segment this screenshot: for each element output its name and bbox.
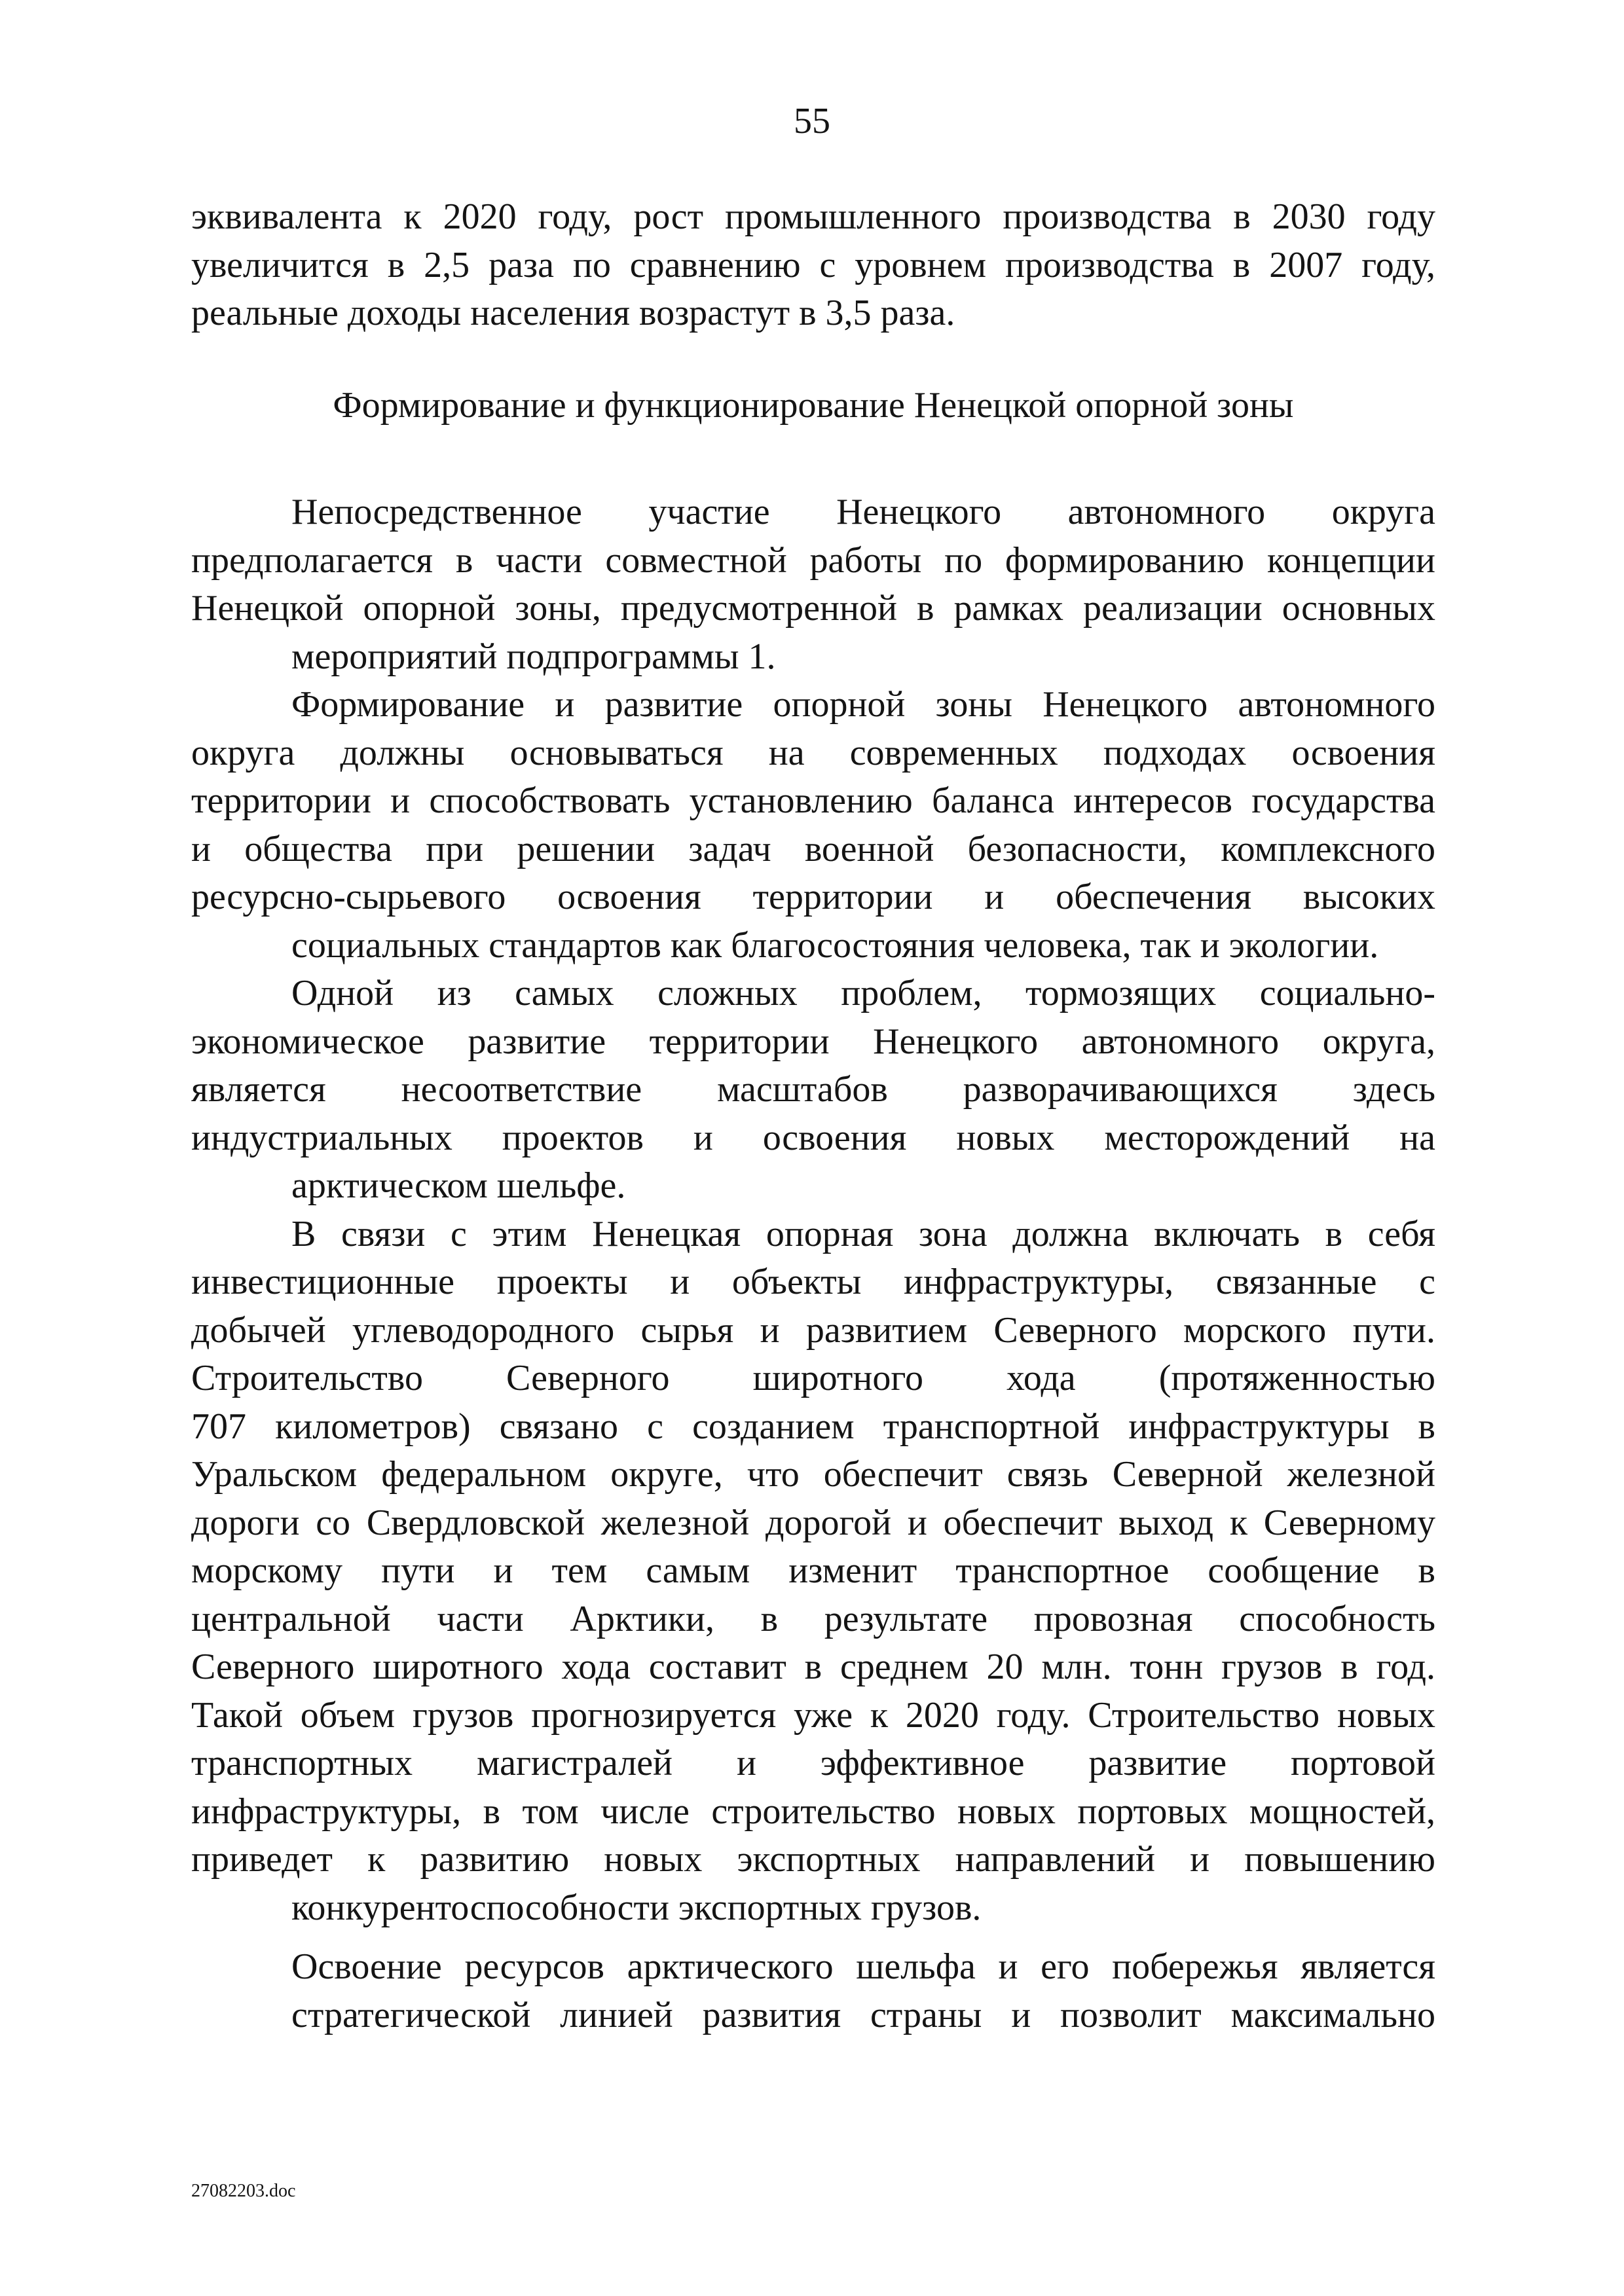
- paragraph-line: Одной из самых сложных проблем, тормозящих социально-: [291, 973, 1435, 1013]
- footer-document-code: 27082203.doc: [191, 2181, 296, 2201]
- paragraph-line: конкурентоспособности экспортных грузов.: [291, 1887, 982, 1928]
- paragraph-line: экономическое развитие территории Ненецкого автономного округа,: [191, 1021, 1435, 1062]
- paragraph-line: стратегической линией развития страны и позволит максимально: [291, 1994, 1435, 2035]
- paragraph-line: В связи с этим Ненецкая опорная зона должна включать в себя: [291, 1213, 1435, 1254]
- intro-paragraph: [191, 193, 1435, 338]
- paragraph-1: [191, 488, 1435, 681]
- page-number: 55: [794, 101, 830, 141]
- paragraph-line: эквивалента к 2020 году, рост промышленного производства в 2030 году: [191, 196, 1435, 237]
- paragraph-line: Освоение ресурсов арктического шельфа и его побережья является: [291, 1946, 1435, 1987]
- paragraph-line: арктическом шельфе.: [291, 1165, 626, 1206]
- paragraph-line: дороги со Свердловской железной дорогой и обеспечит выход к Северному: [191, 1502, 1435, 1543]
- paragraph-line: предполагается в части совместной работы по формированию концепции: [191, 539, 1435, 581]
- document-body: [191, 193, 1435, 2039]
- paragraph-line: округа должны основываться на современных подходах освоения: [191, 732, 1435, 773]
- paragraph-line: Строительство Северного широтного хода (протяженностью: [191, 1358, 1435, 1398]
- paragraph-line: 707 километров) связано с созданием транспортной инфраструктуры в: [191, 1406, 1435, 1447]
- paragraph-2: [191, 681, 1435, 970]
- paragraph-line: реальные доходы населения возрастут в 3,5 раза.: [191, 293, 955, 333]
- paragraph-line: центральной части Арктики, в результате провозная способность: [191, 1598, 1435, 1639]
- section-heading: Формирование и функционирование Ненецкой опорной зоны: [333, 384, 1294, 426]
- paragraph-line: добычей углеводородного сырья и развитием Северного морского пути.: [191, 1309, 1435, 1351]
- paragraph-line: Такой объем грузов прогнозируется уже к 2020 году. Строительство новых: [191, 1694, 1435, 1736]
- paragraph-line: и общества при решении задач военной безопасности, комплексного: [191, 828, 1435, 869]
- paragraph-line: Формирование и развитие опорной зоны Ненецкого автономного: [291, 684, 1435, 725]
- paragraph-5: [191, 1943, 1435, 2039]
- paragraph-3: [191, 970, 1435, 1211]
- paragraph-line: увеличится в 2,5 раза по сравнению с уровнем производства в 2007 году,: [191, 244, 1435, 285]
- paragraph-line: инфраструктуры, в том числе строительство новых портовых мощностей,: [191, 1791, 1435, 1832]
- paragraph-line: Ненецкой опорной зоны, предусмотренной в рамках реализации основных: [191, 588, 1435, 629]
- paragraph-line: является несоответствие масштабов разворачивающихся здесь: [191, 1069, 1435, 1110]
- paragraph-line: транспортных магистралей и эффективное развитие портовой: [191, 1743, 1435, 1783]
- paragraph-line: Непосредственное участие Ненецкого автономного округа: [291, 492, 1435, 532]
- paragraph-line: территории и способствовать установлению баланса интересов государства: [191, 780, 1435, 821]
- paragraph-line: социальных стандартов как благосостояния человека, так и экологии.: [291, 924, 1379, 966]
- paragraph-line: морскому пути и тем самым изменит транспортное сообщение в: [191, 1550, 1435, 1591]
- paragraph-4: [191, 1211, 1435, 1933]
- paragraph-line: Уральском федеральном округе, что обеспечит связь Северной железной: [191, 1454, 1435, 1495]
- paragraph-line: Северного широтного хода составит в среднем 20 млн. тонн грузов в год.: [191, 1647, 1435, 1687]
- paragraph-line: приведет к развитию новых экспортных направлений и повышению: [191, 1839, 1435, 1880]
- paragraph-line: мероприятий подпрограммы 1.: [291, 636, 776, 677]
- paragraph-line: индустриальных проектов и освоения новых месторождений на: [191, 1117, 1435, 1158]
- paragraph-line: ресурсно-сырьевого освоения территории и обеспечения высоких: [191, 877, 1435, 917]
- paragraph-line: инвестиционные проекты и объекты инфраструктуры, связанные с: [191, 1262, 1435, 1302]
